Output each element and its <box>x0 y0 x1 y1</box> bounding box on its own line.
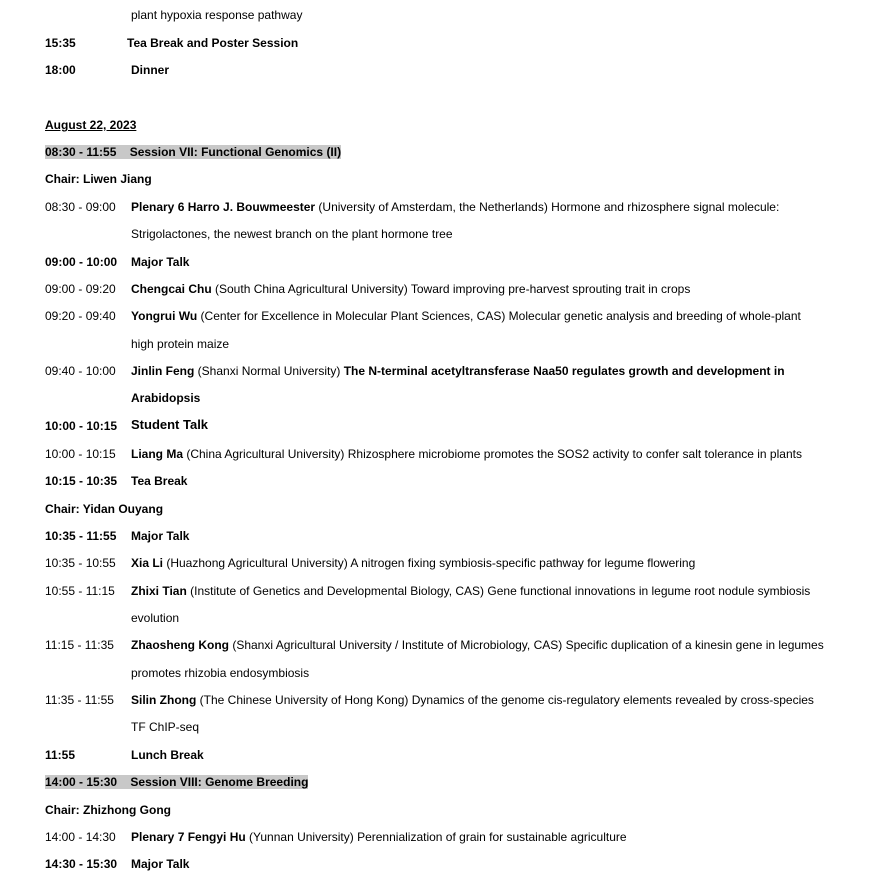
chair-session-8: Chair: Zhizhong Gong <box>45 803 171 817</box>
major-talk-2-label: Major Talk <box>131 529 190 543</box>
chair-session-7: Chair: Liwen Jiang <box>45 172 152 186</box>
plenary-7-time: 14:00 - 14:30 <box>45 830 116 844</box>
dinner-label: Dinner <box>131 63 170 77</box>
session-8-title: Session VIII: Genome Breeding <box>130 775 309 789</box>
tea-break-time: 10:15 - 10:35 <box>45 474 118 488</box>
talk-ma-entry <box>131 447 802 461</box>
talk-wu-continuation: high protein maize <box>131 337 230 351</box>
talk-chu-entry <box>131 282 690 296</box>
plenary-6-affiliation: (University of Amsterdam, the Netherlands) Hormone and rhizosphere signal molecule: <box>315 200 780 214</box>
plenary-7-speaker: Plenary 7 Fengyi Hu <box>131 830 246 844</box>
talk-zhong-details: (The Chinese University of Hong Kong) Dynamics of the genome cis-regulatory elements revealed by cross-species <box>196 693 814 707</box>
talk-kong-time: 11:15 - 11:35 <box>45 638 114 652</box>
talk-wu-time: 09:20 - 09:40 <box>45 309 116 323</box>
talk-chu-speaker: Chengcai Chu <box>131 282 212 296</box>
plenary-7-details: (Yunnan University) Perennialization of grain for sustainable agriculture <box>245 830 627 844</box>
day-date-heading: August 22, 2023 <box>45 118 137 132</box>
talk-tian-continuation: evolution <box>131 611 180 625</box>
major-talk-1-label: Major Talk <box>131 255 190 269</box>
talk-chu-time: 09:00 - 09:20 <box>45 282 116 296</box>
talk-feng-title: The N-terminal acetyltransferase Naa50 regulates growth and development in <box>343 364 785 378</box>
talk-kong-details: (Shanxi Agricultural University / Institute of Microbiology, CAS) Specific duplication of a kinesin gene in legumes <box>229 638 824 652</box>
talk-chu-details: (South China Agricultural University) Toward improving pre-harvest sprouting trait in crops <box>211 282 691 296</box>
tea-poster-time: 15:35 <box>45 36 76 50</box>
dinner-time: 18:00 <box>45 63 76 77</box>
chair-second-half: Chair: Yidan Ouyang <box>45 502 164 516</box>
talk-li-details: (Huazhong Agricultural University) A nitrogen fixing symbiosis-specific pathway for legume flowering <box>163 556 696 570</box>
session-8-time: 14:00 - 15:30 <box>45 775 118 789</box>
lunch-label: Lunch Break <box>131 748 204 762</box>
plenary-6-speaker: Plenary 6 Harro J. Bouwmeester <box>131 200 316 214</box>
major-talk-2-time: 10:35 - 11:55 <box>45 529 117 543</box>
lunch-time: 11:55 <box>45 748 76 762</box>
talk-zhong-speaker: Silin Zhong <box>131 693 197 707</box>
talk-feng-continuation: Arabidopsis <box>131 391 201 405</box>
session-7-time: 08:30 - 11:55 <box>45 145 117 159</box>
talk-tian-entry <box>131 584 810 598</box>
talk-wu-speaker: Yongrui Wu <box>131 309 198 323</box>
talk-tian-details: (Institute of Genetics and Developmental Biology, CAS) Gene functional innovations in legume root nodule symbiosis <box>186 584 811 598</box>
major-talk-3-time: 14:30 - 15:30 <box>45 857 118 871</box>
talk-wu-entry <box>131 309 801 323</box>
talk-zhong-entry <box>131 693 814 707</box>
talk-li-entry <box>131 556 695 570</box>
talk-feng-speaker: Jinlin Feng <box>131 364 195 378</box>
talk-tian-time: 10:55 - 11:15 <box>45 584 115 598</box>
student-talk-time: 10:00 - 10:15 <box>45 419 118 433</box>
session-7-title: Session VII: Functional Genomics (II) <box>129 145 342 159</box>
session-8-heading <box>45 775 308 789</box>
talk-feng-affiliation: (Shanxi Normal University) <box>194 364 344 378</box>
tea-poster-label: Tea Break and Poster Session <box>127 36 299 50</box>
talk-kong-entry <box>131 638 824 652</box>
major-talk-3-label: Major Talk <box>131 857 190 871</box>
talk-li-time: 10:35 - 10:55 <box>45 556 116 570</box>
session-7-heading <box>45 145 341 159</box>
major-talk-1-time: 09:00 - 10:00 <box>45 255 118 269</box>
plenary-7-entry <box>131 830 627 844</box>
tea-break-label: Tea Break <box>131 474 188 488</box>
talk-wu-details: (Center for Excellence in Molecular Plant Sciences, CAS) Molecular genetic analysis and breeding of whole-plant <box>197 309 801 323</box>
talk-ma-speaker: Liang Ma <box>131 447 184 461</box>
talk-ma-details: (China Agricultural University) Rhizosphere microbiome promotes the SOS2 activity to confer salt tolerance in plants <box>183 447 802 461</box>
talk-kong-speaker: Zhaosheng Kong <box>131 638 229 652</box>
talk-li-speaker: Xia Li <box>131 556 164 570</box>
continuation-text: plant hypoxia response pathway <box>131 8 303 22</box>
talk-feng-entry <box>131 364 785 378</box>
plenary-6-entry <box>131 200 779 214</box>
talk-zhong-time: 11:35 - 11:55 <box>45 693 114 707</box>
talk-ma-time: 10:00 - 10:15 <box>45 447 116 461</box>
talk-tian-speaker: Zhixi Tian <box>131 584 187 598</box>
talk-kong-continuation: promotes rhizobia endosymbiosis <box>131 666 310 680</box>
talk-zhong-continuation: TF ChIP-seq <box>131 720 200 734</box>
plenary-6-continuation: Strigolactones, the newest branch on the plant hormone tree <box>131 227 453 241</box>
plenary-6-time: 08:30 - 09:00 <box>45 200 116 214</box>
student-talk-label: Student Talk <box>131 417 209 432</box>
talk-feng-time: 09:40 - 10:00 <box>45 364 116 378</box>
